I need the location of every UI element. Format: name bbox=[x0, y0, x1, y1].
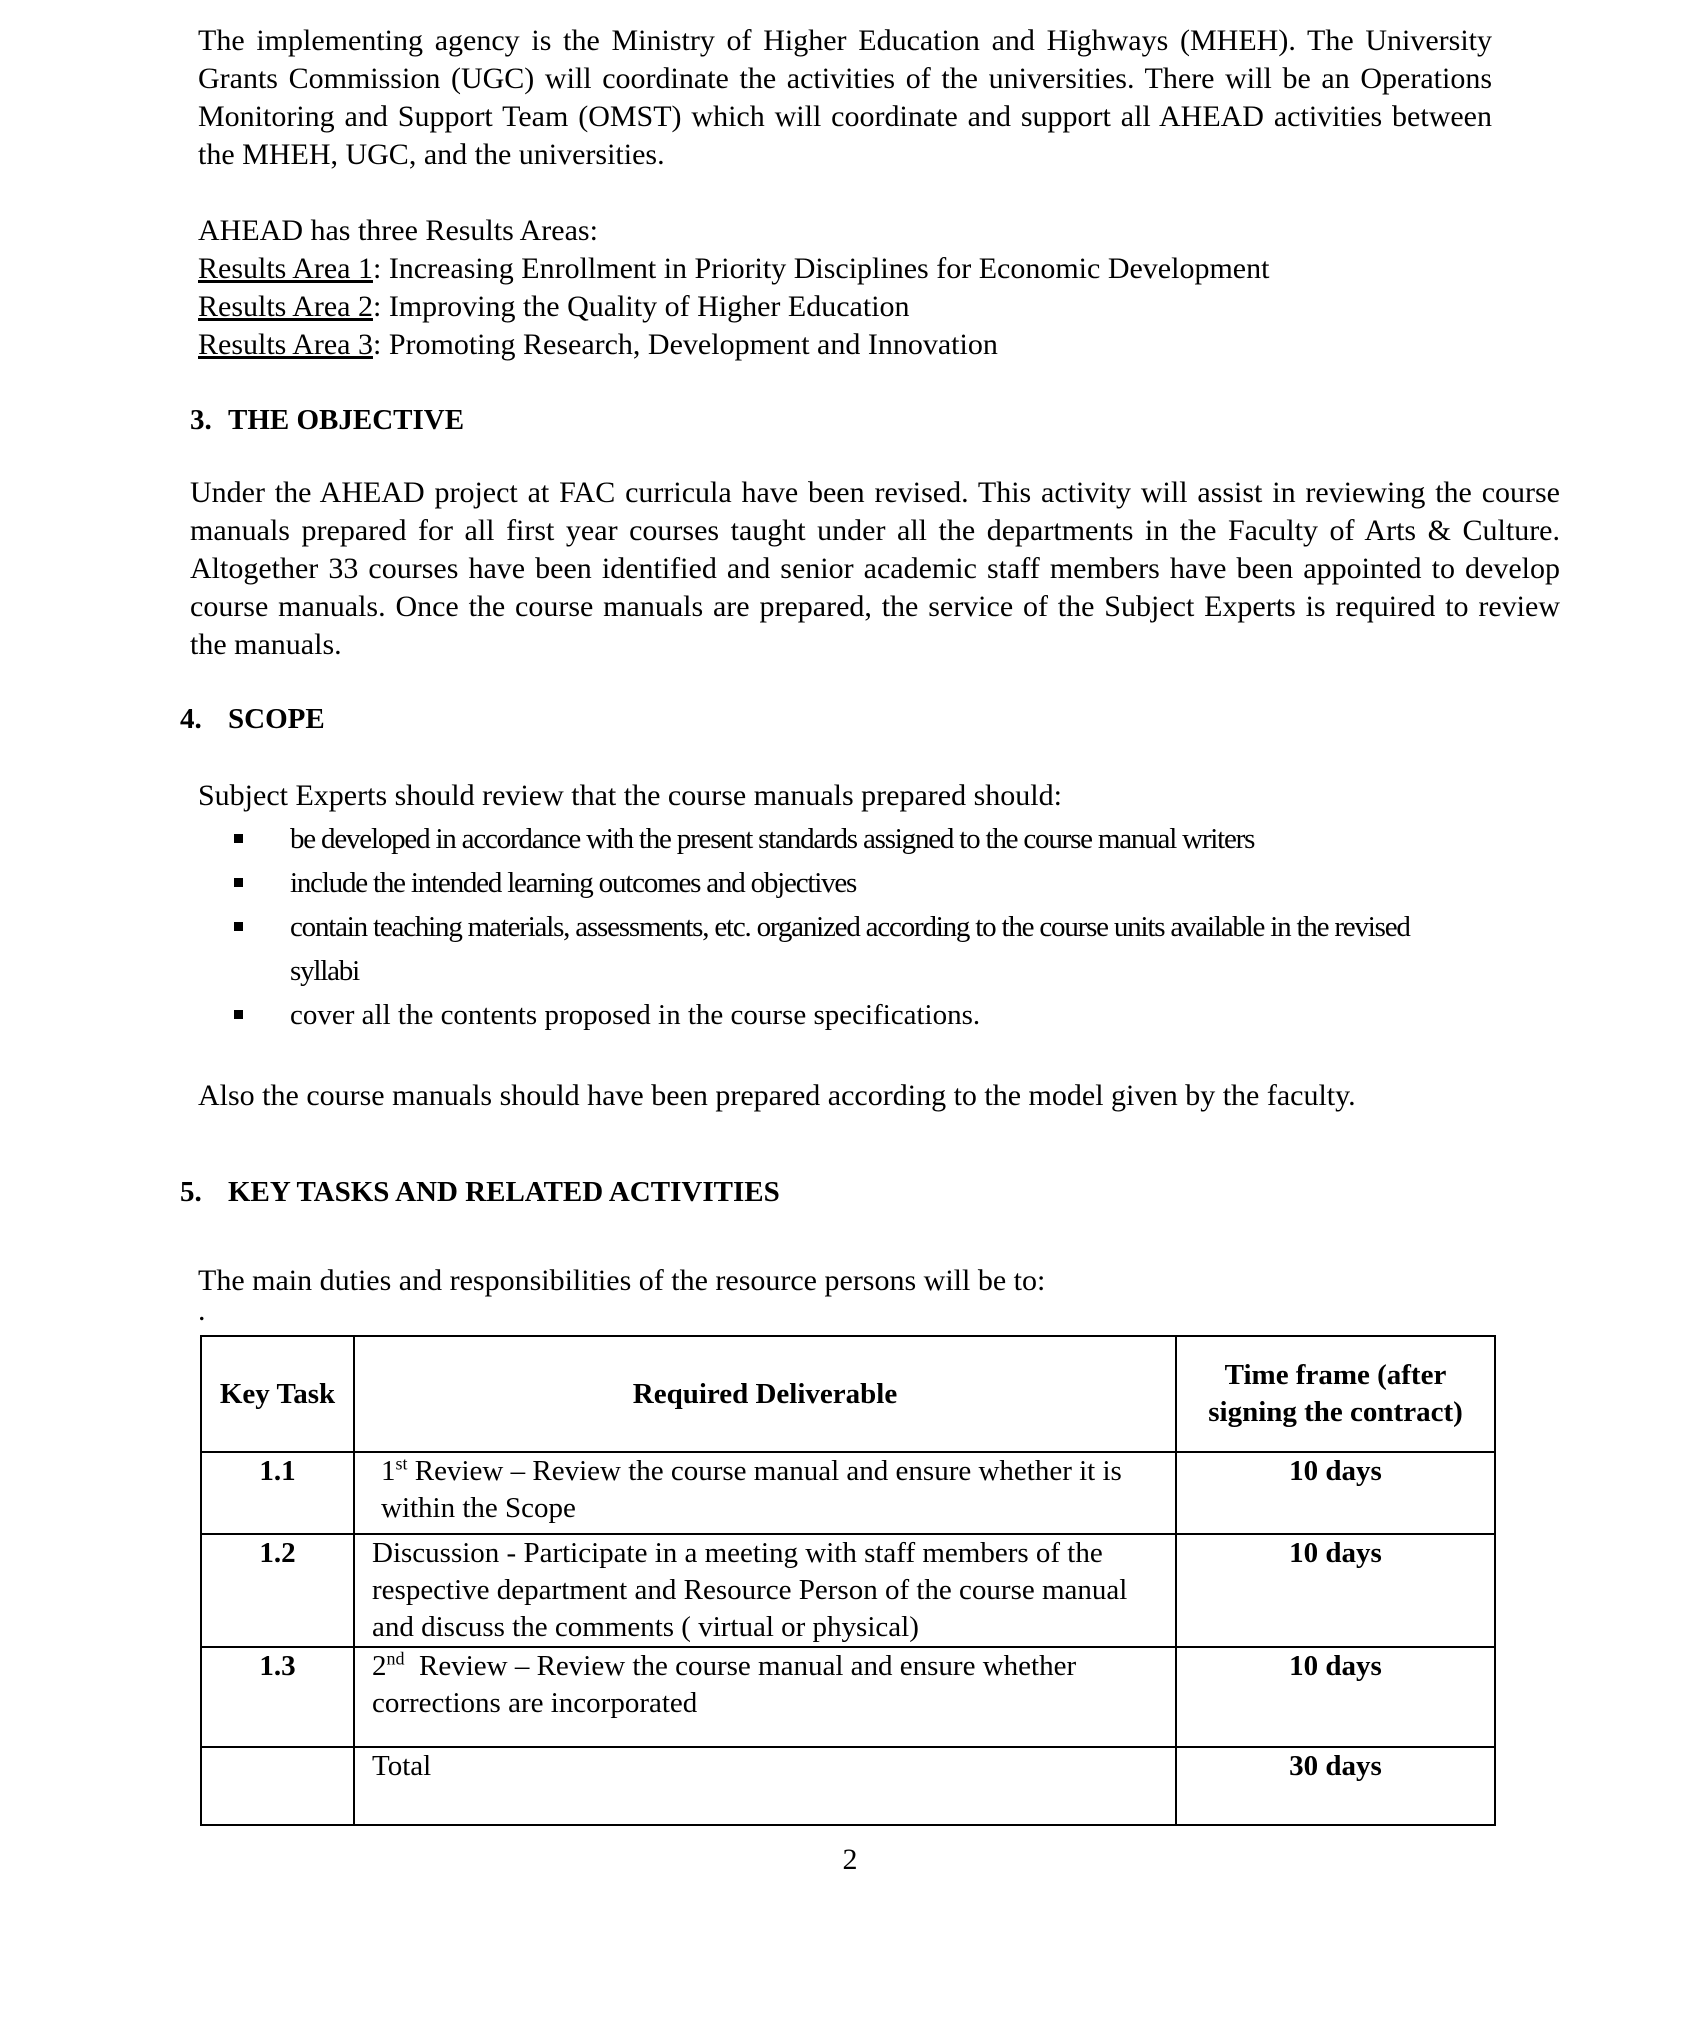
results-area-text: : Increasing Enrollment in Priority Disciplines for Economic Development bbox=[372, 252, 1270, 285]
section-number: 4. bbox=[180, 703, 202, 735]
section-title: SCOPE bbox=[228, 703, 325, 735]
task-time-frame: 10 days bbox=[1176, 1647, 1495, 1747]
task-number: 1.1 bbox=[201, 1452, 354, 1534]
table-row bbox=[201, 1452, 1495, 1534]
column-header-time-frame: Time frame (after signing the contract) bbox=[1176, 1336, 1495, 1452]
tasks-intro: The main duties and responsibilities of the resource persons will be to: bbox=[198, 1264, 1046, 1297]
list-item bbox=[234, 993, 1474, 1037]
ordinal-suffix: nd bbox=[386, 1648, 405, 1669]
results-area-1 bbox=[198, 250, 1492, 288]
section-4-body bbox=[198, 777, 1498, 1115]
empty-cell bbox=[201, 1747, 354, 1825]
list-item bbox=[234, 905, 1474, 993]
task-deliverable: Discussion - Participate in a meeting with staff members of the respective department and Resource Person of the course manual and discuss the comments ( virtual or physical) bbox=[354, 1534, 1176, 1647]
section-4-heading bbox=[180, 701, 325, 737]
ordinal-suffix: st bbox=[395, 1453, 408, 1474]
total-label: Total bbox=[354, 1747, 1176, 1825]
bullet-icon bbox=[234, 834, 243, 843]
task-number: 1.3 bbox=[201, 1647, 354, 1747]
intro-section bbox=[198, 22, 1492, 174]
results-area-label: Results Area 1 bbox=[198, 252, 373, 285]
results-area-label: Results Area 2 bbox=[198, 290, 373, 323]
deliverable-text: Review – Review the course manual and ensure whether corrections are incorporated bbox=[372, 1650, 1084, 1719]
page-number: 2 bbox=[842, 1843, 858, 1876]
list-item-text: cover all the contents proposed in the course specifications. bbox=[290, 999, 981, 1031]
intro-paragraph: The implementing agency is the Ministry of Higher Education and Highways (MHEH). The University Grants Commission (UGC) will coordinate the activities of the universities. There will be an Operations Monitoring and Support Team (OMST) which will coordinate and support all AHEAD activities between the MHEH, UGC, and the universities. bbox=[198, 24, 1492, 171]
objective-paragraph: Under the AHEAD project at FAC curricula have been revised. This activity will assist in reviewing the course manuals prepared for all first year courses taught under all the departments in the Faculty of Arts & Culture. Altogether 33 courses have been identified and senior academic staff members have been appointed to develop course manuals. Once the course manuals are prepared, the service of the Subject Experts is required to review the manuals. bbox=[190, 476, 1560, 661]
task-time-frame: 10 days bbox=[1176, 1452, 1495, 1534]
key-tasks-table bbox=[200, 1335, 1496, 1826]
scope-intro: Subject Experts should review that the course manuals prepared should: bbox=[198, 779, 1062, 812]
section-3-heading bbox=[190, 402, 464, 438]
bullet-icon bbox=[234, 878, 243, 887]
section-title: THE OBJECTIVE bbox=[228, 404, 465, 436]
column-header-deliverable: Required Deliverable bbox=[354, 1336, 1176, 1452]
results-area-label: Results Area 3 bbox=[198, 328, 373, 361]
table-row bbox=[201, 1534, 1495, 1647]
scope-closing: Also the course manuals should have been prepared according to the model given by the faculty. bbox=[198, 1079, 1356, 1112]
task-deliverable bbox=[354, 1647, 1176, 1747]
list-item bbox=[234, 861, 1474, 905]
results-area-2 bbox=[198, 288, 1492, 326]
list-item-text: be developed in accordance with the present standards assigned to the course manual writers bbox=[290, 823, 1255, 855]
task-deliverable bbox=[354, 1452, 1176, 1534]
results-area-text: : Improving the Quality of Higher Education bbox=[372, 290, 910, 323]
ordinal: 1 bbox=[381, 1455, 396, 1487]
section-number: 3. bbox=[190, 404, 212, 436]
section-title: KEY TASKS AND RELATED ACTIVITIES bbox=[228, 1176, 780, 1208]
bullet-icon bbox=[234, 922, 243, 931]
results-intro: AHEAD has three Results Areas: bbox=[198, 214, 598, 247]
task-time-frame: 10 days bbox=[1176, 1534, 1495, 1647]
scope-bullet-list bbox=[234, 817, 1474, 1037]
list-item bbox=[234, 817, 1474, 861]
table-total-row bbox=[201, 1747, 1495, 1825]
results-area-3 bbox=[198, 326, 1492, 364]
table-header-row bbox=[201, 1336, 1495, 1452]
results-area-text: : Promoting Research, Development and Innovation bbox=[372, 328, 998, 361]
section-5-heading bbox=[180, 1174, 780, 1210]
column-header-key-task: Key Task bbox=[201, 1336, 354, 1452]
section-number: 5. bbox=[180, 1176, 202, 1208]
section-3-body bbox=[190, 474, 1560, 664]
task-number: 1.2 bbox=[201, 1534, 354, 1647]
bullet-icon bbox=[234, 1010, 243, 1019]
ordinal: 2 bbox=[372, 1650, 387, 1682]
deliverable-text: Review – Review the course manual and ensure whether it is within the Scope bbox=[381, 1455, 1122, 1524]
table-row bbox=[201, 1647, 1495, 1747]
list-item-text: contain teaching materials, assessments, etc. organized according to the course units available in the revised syllabi bbox=[290, 911, 1410, 987]
list-item-text: include the intended learning outcomes and objectives bbox=[290, 867, 857, 899]
results-areas bbox=[198, 212, 1492, 364]
section-5-intro-block bbox=[198, 1262, 1498, 1327]
total-time-frame: 30 days bbox=[1176, 1747, 1495, 1825]
stray-mark: . bbox=[198, 1294, 206, 1327]
